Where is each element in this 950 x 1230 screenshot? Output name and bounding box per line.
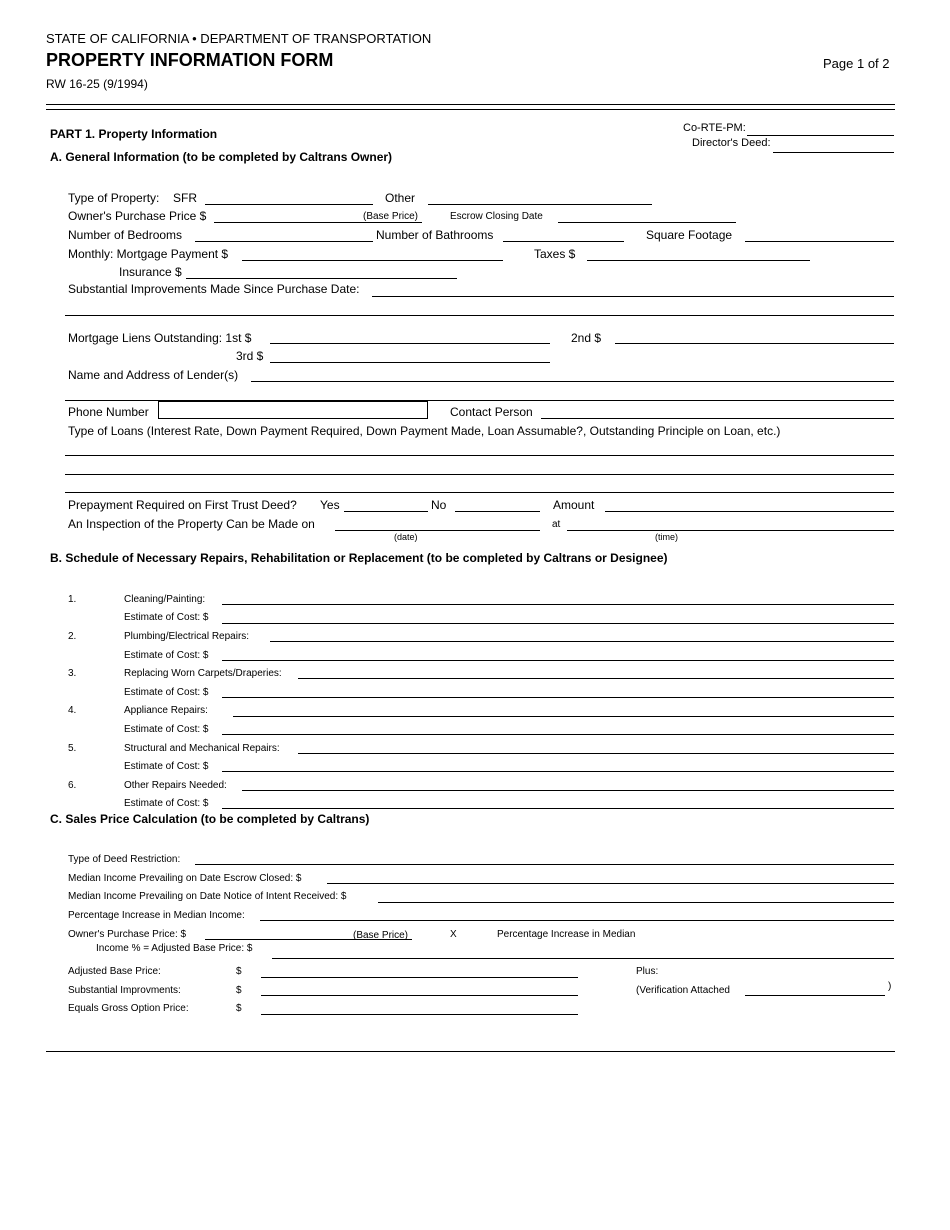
pct-median-label: Percentage Increase in Median bbox=[497, 929, 636, 940]
phone-label: Phone Number bbox=[68, 405, 149, 419]
repair-3-number: 3. bbox=[68, 668, 77, 679]
repair-6-field[interactable] bbox=[242, 790, 894, 791]
base-price-c-caption: (Base Price) bbox=[353, 930, 409, 941]
deed-restriction-field[interactable] bbox=[195, 864, 894, 865]
footer-rule bbox=[46, 1051, 895, 1052]
gross-option-dollar: $ bbox=[236, 1003, 242, 1014]
repair-4-label: Appliance Repairs: bbox=[124, 705, 208, 716]
median-notice-field[interactable] bbox=[378, 902, 894, 903]
repair-4-field[interactable] bbox=[233, 716, 894, 717]
repair-1-field[interactable] bbox=[222, 604, 894, 605]
loans-field-line3[interactable] bbox=[65, 492, 894, 493]
second-lien-field[interactable] bbox=[615, 343, 894, 344]
lender-label: Name and Address of Lender(s) bbox=[68, 368, 239, 382]
verification-field[interactable] bbox=[745, 995, 885, 996]
repair-5-field[interactable] bbox=[298, 753, 894, 754]
first-lien-field[interactable] bbox=[270, 343, 550, 344]
agency-line: STATE OF CALIFORNIA • DEPARTMENT OF TRANSPORTATION bbox=[46, 31, 432, 46]
prepayment-label: Prepayment Required on First Trust Deed? bbox=[68, 498, 297, 512]
adjusted-base-dollar: $ bbox=[236, 966, 242, 977]
third-lien-label: 3rd $ bbox=[236, 349, 264, 363]
taxes-label: Taxes $ bbox=[534, 247, 576, 261]
page-indicator: Page 1 of 2 bbox=[823, 56, 890, 71]
repair-4-estimate-field[interactable] bbox=[222, 734, 894, 735]
verification-close-paren: ) bbox=[888, 981, 892, 992]
prepayment-no-field[interactable] bbox=[455, 511, 540, 512]
median-notice-label: Median Income Prevailing on Date Notice of Intent Received: $ bbox=[68, 891, 347, 902]
directors-deed-label: Director's Deed: bbox=[692, 137, 771, 149]
square-footage-field[interactable] bbox=[745, 241, 894, 242]
sfr-label: SFR bbox=[173, 191, 197, 205]
repair-4-number: 4. bbox=[68, 705, 77, 716]
adjusted-base-label: Adjusted Base Price: bbox=[68, 966, 161, 977]
type-of-property-label: Type of Property: bbox=[68, 191, 160, 205]
repair-3-label: Replacing Worn Carpets/Draperies: bbox=[124, 668, 282, 679]
co-rte-pm-field[interactable] bbox=[747, 135, 894, 136]
substantial-label: Substantial Improvments: bbox=[68, 985, 181, 996]
substantial-dollar: $ bbox=[236, 985, 242, 996]
co-rte-pm-label: Co-RTE-PM: bbox=[683, 122, 746, 134]
adjusted-base-field[interactable] bbox=[261, 977, 578, 978]
gross-option-label: Equals Gross Option Price: bbox=[68, 1003, 189, 1014]
square-footage-label: Square Footage bbox=[646, 228, 733, 242]
part1-title: PART 1. Property Information bbox=[50, 127, 218, 141]
inspection-label: An Inspection of the Property Can be Made on bbox=[68, 517, 315, 531]
owners-price-label: Owner's Purchase Price: $ bbox=[68, 929, 187, 940]
repair-4-estimate-label: Estimate of Cost: $ bbox=[124, 724, 209, 735]
repair-3-field[interactable] bbox=[298, 678, 894, 679]
base-price-caption: (Base Price) bbox=[363, 211, 419, 222]
phone-field[interactable] bbox=[158, 401, 428, 419]
form-number: RW 16-25 (9/1994) bbox=[46, 77, 148, 91]
other-field[interactable] bbox=[428, 204, 652, 205]
deed-restriction-label: Type of Deed Restriction: bbox=[68, 854, 181, 865]
escrow-closing-date-label: Escrow Closing Date bbox=[450, 211, 543, 222]
repair-5-number: 5. bbox=[68, 743, 77, 754]
monthly-mortgage-field[interactable] bbox=[242, 260, 503, 261]
prepayment-no-label: No bbox=[431, 498, 447, 512]
inspection-time-field[interactable] bbox=[567, 530, 894, 531]
bathrooms-field[interactable] bbox=[503, 241, 624, 242]
loans-field-line2[interactable] bbox=[65, 474, 894, 475]
income-adjusted-field[interactable] bbox=[272, 958, 894, 959]
repair-1-estimate-label: Estimate of Cost: $ bbox=[124, 612, 209, 623]
improvements-field-line2[interactable] bbox=[65, 315, 894, 316]
other-label: Other bbox=[385, 191, 416, 205]
repair-6-number: 6. bbox=[68, 780, 77, 791]
gross-option-field[interactable] bbox=[261, 1014, 578, 1015]
loans-field-line1[interactable] bbox=[65, 455, 894, 456]
income-adjusted-label: Income % = Adjusted Base Price: $ bbox=[96, 943, 253, 954]
repair-6-estimate-label: Estimate of Cost: $ bbox=[124, 798, 209, 809]
repair-2-label: Plumbing/Electrical Repairs: bbox=[124, 631, 250, 642]
repair-6-label: Other Repairs Needed: bbox=[124, 780, 227, 791]
lender-field[interactable] bbox=[251, 381, 894, 382]
section-a-title: A. General Information (to be completed by Caltrans Owner) bbox=[50, 150, 393, 164]
amount-label: Amount bbox=[553, 498, 595, 512]
bedrooms-field[interactable] bbox=[195, 241, 373, 242]
section-b-title: B. Schedule of Necessary Repairs, Rehabilitation or Replacement (to be completed by Caltrans or Designee) bbox=[50, 551, 668, 565]
multiply-x: X bbox=[450, 929, 457, 940]
repair-1-estimate-field[interactable] bbox=[222, 623, 894, 624]
substantial-field[interactable] bbox=[261, 995, 578, 996]
plus-label: Plus: bbox=[636, 966, 659, 977]
improvements-label: Substantial Improvements Made Since Purchase Date: bbox=[68, 282, 360, 296]
prepayment-yes-label: Yes bbox=[320, 498, 340, 512]
repair-5-label: Structural and Mechanical Repairs: bbox=[124, 743, 280, 754]
header-rule-bottom bbox=[46, 109, 895, 110]
form-title: PROPERTY INFORMATION FORM bbox=[46, 50, 334, 70]
prepayment-yes-field[interactable] bbox=[344, 511, 428, 512]
repair-2-estimate-label: Estimate of Cost: $ bbox=[124, 650, 209, 661]
insurance-field[interactable] bbox=[186, 278, 457, 279]
repair-3-estimate-field[interactable] bbox=[222, 697, 894, 698]
inspection-date-field[interactable] bbox=[335, 530, 540, 531]
taxes-field[interactable] bbox=[587, 260, 810, 261]
section-c-title: C. Sales Price Calculation (to be completed by Caltrans) bbox=[50, 812, 370, 826]
verification-label: (Verification Attached bbox=[636, 985, 730, 996]
median-escrow-label: Median Income Prevailing on Date Escrow Closed: $ bbox=[68, 873, 302, 884]
median-escrow-field[interactable] bbox=[327, 883, 894, 884]
repair-6-estimate-field[interactable] bbox=[222, 808, 894, 809]
monthly-mortgage-label: Monthly: Mortgage Payment $ bbox=[68, 247, 229, 261]
owners-purchase-price-field[interactable] bbox=[214, 222, 422, 223]
mortgage-liens-label: Mortgage Liens Outstanding: 1st $ bbox=[68, 331, 252, 345]
repair-2-estimate-field[interactable] bbox=[222, 660, 894, 661]
at-label: at bbox=[552, 519, 561, 530]
amount-field[interactable] bbox=[605, 511, 894, 512]
header-rule-top bbox=[46, 104, 895, 105]
loans-label: Type of Loans (Interest Rate, Down Payment Required, Down Payment Made, Loan Assumable?, Outstanding Principle on Loan, etc.) bbox=[68, 424, 781, 438]
sfr-field[interactable] bbox=[205, 204, 373, 205]
repair-1-number: 1. bbox=[68, 594, 77, 605]
date-caption: (date) bbox=[394, 532, 418, 542]
repair-3-estimate-label: Estimate of Cost: $ bbox=[124, 687, 209, 698]
repair-5-estimate-label: Estimate of Cost: $ bbox=[124, 761, 209, 772]
contact-person-field[interactable] bbox=[541, 418, 894, 419]
repair-2-field[interactable] bbox=[270, 641, 894, 642]
third-lien-field[interactable] bbox=[270, 362, 550, 363]
escrow-closing-date-field[interactable] bbox=[558, 222, 736, 223]
percent-increase-field[interactable] bbox=[260, 920, 894, 921]
bedrooms-label: Number of Bedrooms bbox=[68, 228, 183, 242]
contact-person-label: Contact Person bbox=[450, 405, 533, 419]
owners-purchase-price-label: Owner's Purchase Price $ bbox=[68, 209, 207, 223]
time-caption: (time) bbox=[655, 532, 678, 542]
improvements-field[interactable] bbox=[372, 296, 894, 297]
repair-2-number: 2. bbox=[68, 631, 77, 642]
repair-1-label: Cleaning/Painting: bbox=[124, 594, 206, 605]
directors-deed-field[interactable] bbox=[773, 152, 894, 153]
bathrooms-label: Number of Bathrooms bbox=[376, 228, 494, 242]
insurance-label: Insurance $ bbox=[119, 265, 182, 279]
second-lien-label: 2nd $ bbox=[571, 331, 602, 345]
repair-5-estimate-field[interactable] bbox=[222, 771, 894, 772]
percent-increase-label: Percentage Increase in Median Income: bbox=[68, 910, 245, 921]
